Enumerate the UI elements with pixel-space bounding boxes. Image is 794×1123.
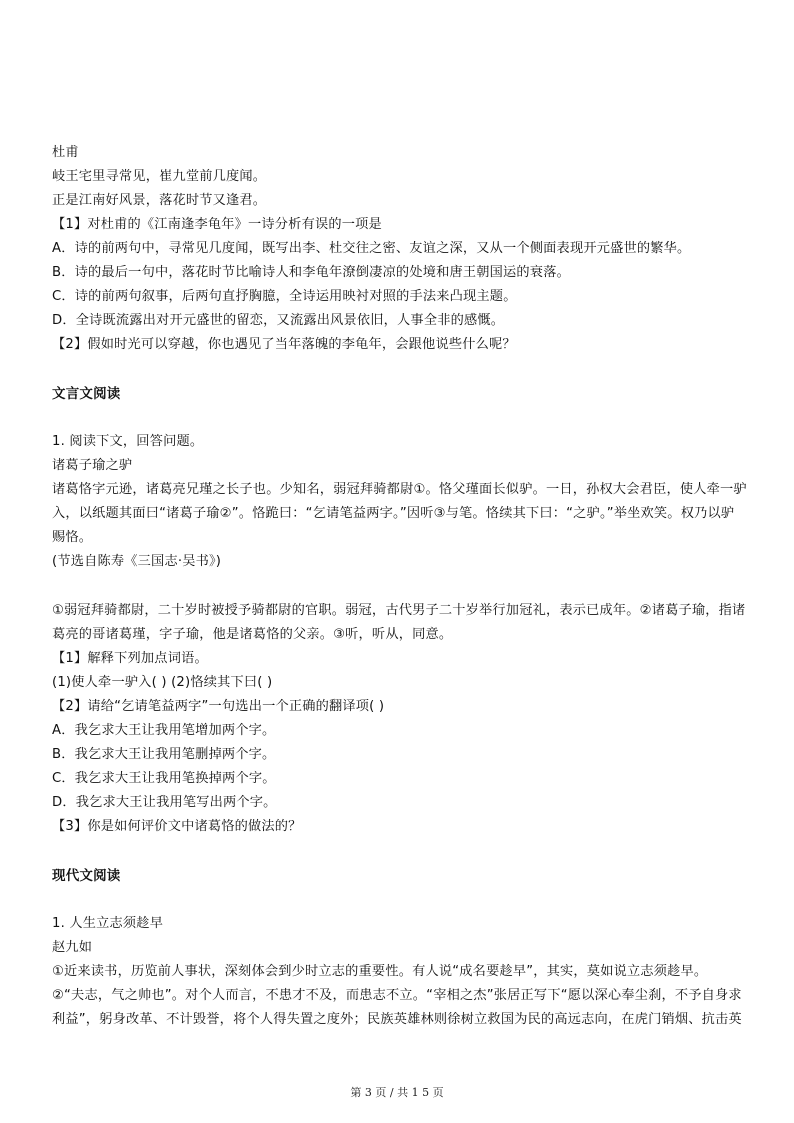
option-b: B．诗的最后一句中，落花时节比喻诗人和李龟年潦倒凄凉的处境和唐王朝国运的衰落。 [52,265,570,280]
question-items: (1)使人牵一驴入( ) (2)恪续其下曰( ) [52,675,273,690]
poem-author: 杜甫 [52,145,79,160]
poem-line: 岐王宅里寻常见，崔九堂前几度闻。 [52,169,267,184]
page-footer: 第 3 页 / 共 1 5 页 [350,1086,444,1099]
passage-source: (节选自陈寿《三国志·吴书》) [52,554,222,569]
question: 【1】解释下列加点词语。 [52,651,208,666]
passage-text: 利益”，躬身改革、不计毁誉，将个人得失置之度外；民族英雄林则徐树立救国为民的高远志向，在虎门销烟、抗击英 [52,1012,742,1027]
question: 【2】假如时光可以穿越，你也遇见了当年落魄的李龟年，会跟他说些什么呢？ [52,337,516,352]
option-c: C．诗的前两句叙事，后两句直抒胸臆，全诗运用映衬对照的手法来凸现主题。 [52,289,517,304]
passage-text: 诸葛恪字元逊，诸葛亮兄瑾之长子也。少知名，弱冠拜骑都尉①。恪父瑾面长似驴。一日，孙权大会君臣，使人牵一驴 [52,482,747,497]
passage-title: 1. 人生立志须趁早 [52,916,164,931]
section-heading: 文言文阅读 [52,386,121,402]
option-c: C．我乞求大王让我用笔换掉两个字。 [52,771,276,786]
annotation: ①弱冠拜骑都尉，二十岁时被授予骑都尉的官职。弱冠，古代男子二十岁举行加冠礼，表示已成年。②诸葛子瑜，指诸 [52,603,746,618]
question: 【3】你是如何评价文中诸葛恪的做法的？ [52,819,302,834]
poem-line: 正是江南好风景，落花时节又逢君。 [52,193,267,208]
passage-text: 赐恪。 [52,530,93,545]
passage-title: 诸葛子瑜之驴 [52,458,133,473]
passage-author: 赵九如 [52,940,93,955]
annotation: 葛亮的哥诸葛瑾，字子瑜，他是诸葛恪的父亲。③听，听从，同意。 [52,627,453,642]
instruction: 1. 阅读下文，回答问题。 [52,434,204,449]
option-d: D．全诗既流露出对开元盛世的留恋，又流露出风景依旧，人事全非的感慨。 [52,313,505,328]
section-heading: 现代文阅读 [52,868,121,884]
passage-text: ②“夫志，气之帅也”。对个人而言，不患才不及，而患志不立。“宰相之杰”张居正写下“愿以深心奉尘刹，不予自身求 [52,988,742,1003]
option-a: A．我乞求大王让我用笔增加两个字。 [52,723,276,738]
passage-text: 入，以纸题其面曰“诸葛子瑜②”。恪跪曰：“乞请笔益两字。”因听③与笔。恪续其下曰：“之驴。”举坐欢笑。权乃以驴 [52,506,735,521]
question: 【1】对杜甫的《江南逢李龟年》一诗分析有误的一项是 [52,217,382,232]
passage-text: ①近来读书，历览前人事状，深刻体会到少时立志的重要性。有人说“成名要趁早”，其实，莫如说立志须趁早。 [52,964,708,979]
option-a: A．诗的前两句中，寻常见几度闻，既写出李、杜交往之密、友谊之深，又从一个侧面表现开元盛世的繁华。 [52,241,691,256]
option-d: D．我乞求大王让我用笔写出两个字。 [52,795,277,810]
question: 【2】请给“乞请笔益两字”一句选出一个正确的翻译项( ) [52,699,385,714]
option-b: B．我乞求大王让我用笔删掉两个字。 [52,747,276,762]
